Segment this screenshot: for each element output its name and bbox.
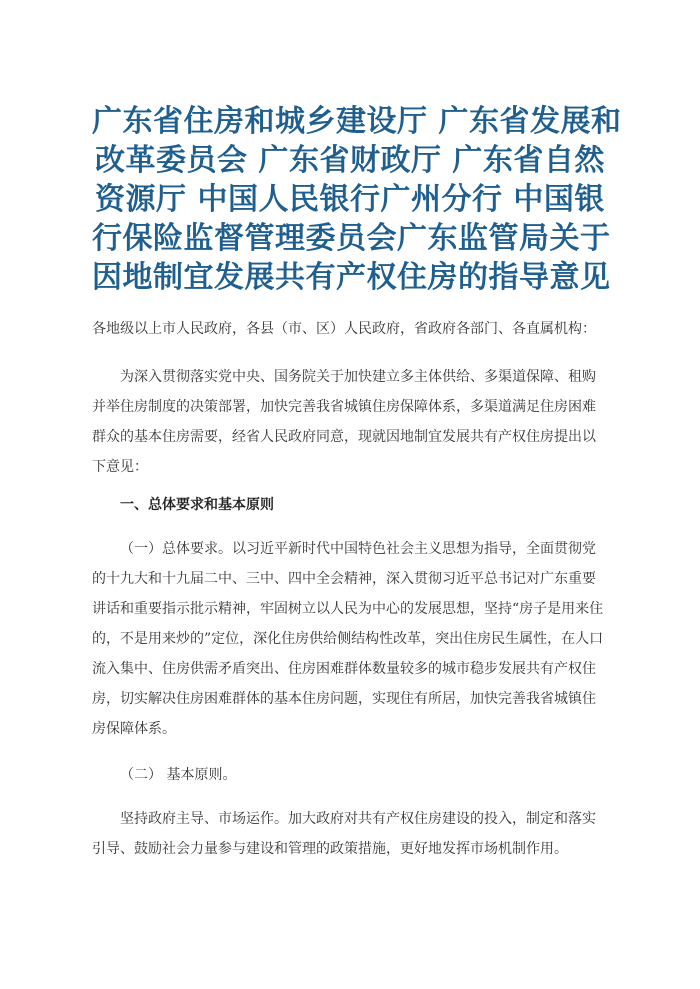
paragraph-line: 并举住房制度的决策部署，加快完善我省城镇住房保障体系，多渠道满足住房困难: [92, 399, 596, 415]
title-line: 因地制宜发展共有产权住房的指导意见: [92, 260, 611, 295]
general-requirements-paragraph: [92, 534, 612, 744]
paragraph-line: 为深入贯彻落实党中央、国务院关于加快建立多主体供给、多渠道保障、租购: [120, 369, 596, 385]
intro-paragraph: [92, 362, 612, 482]
paragraph-line: 流入集中、住房供需矛盾突出、住房困难群体数量较多的城市稳步发展共有产权住: [92, 661, 596, 677]
paragraph-line: 房，切实解决住房困难群体的基本住房问题，实现住有所居，加快完善我省城镇住: [92, 691, 596, 707]
paragraph-line: 的十九大和十九届二中、三中、四中全会精神，深入贯彻习近平总书记对广东重要: [92, 571, 596, 587]
paragraph-line: （一）总体要求。以习近平新时代中国特色社会主义思想为指导，全面贯彻党: [120, 541, 596, 557]
paragraph-line: 房保障体系。: [92, 721, 176, 737]
title-line: 改革委员会 广东省财政厅 广东省自然: [95, 143, 605, 178]
salutation: 各地级以上市人民政府，各县（市、区）人民政府，省政府各部门、各直属机构：: [92, 321, 596, 337]
title-line: 资源厅 中国人民银行广州分行 中国银: [95, 182, 605, 217]
subsection-heading: （二） 基本原则。: [120, 767, 237, 783]
paragraph-line: 群众的基本住房需要，经省人民政府同意，现就因地制宜发展共有产权住房提出以: [92, 429, 596, 445]
paragraph-line: 坚持政府主导、市场运作。加大政府对共有产权住房建设的投入，制定和落实: [120, 811, 596, 827]
principle-paragraph: [92, 804, 612, 864]
paragraph-line: 的，不是用来炒的”定位，深化住房供给侧结构性改革，突出住房民生属性，在人口: [92, 631, 604, 647]
title-line: 行保险监督管理委员会广东监管局关于: [92, 221, 611, 256]
section-heading: 一、总体要求和基本原则: [120, 497, 274, 513]
paragraph-line: 讲话和重要指示批示精神，牢固树立以人民为中心的发展思想，坚持“房子是用来住: [92, 601, 604, 617]
paragraph-line: 引导、鼓励社会力量参与建设和管理的政策措施，更好地发挥市场机制作用。: [92, 841, 568, 857]
document-title: [92, 102, 622, 297]
paragraph-line: 下意见：: [92, 459, 148, 475]
title-line: 广东省住房和城乡建设厅 广东省发展和: [92, 104, 622, 139]
